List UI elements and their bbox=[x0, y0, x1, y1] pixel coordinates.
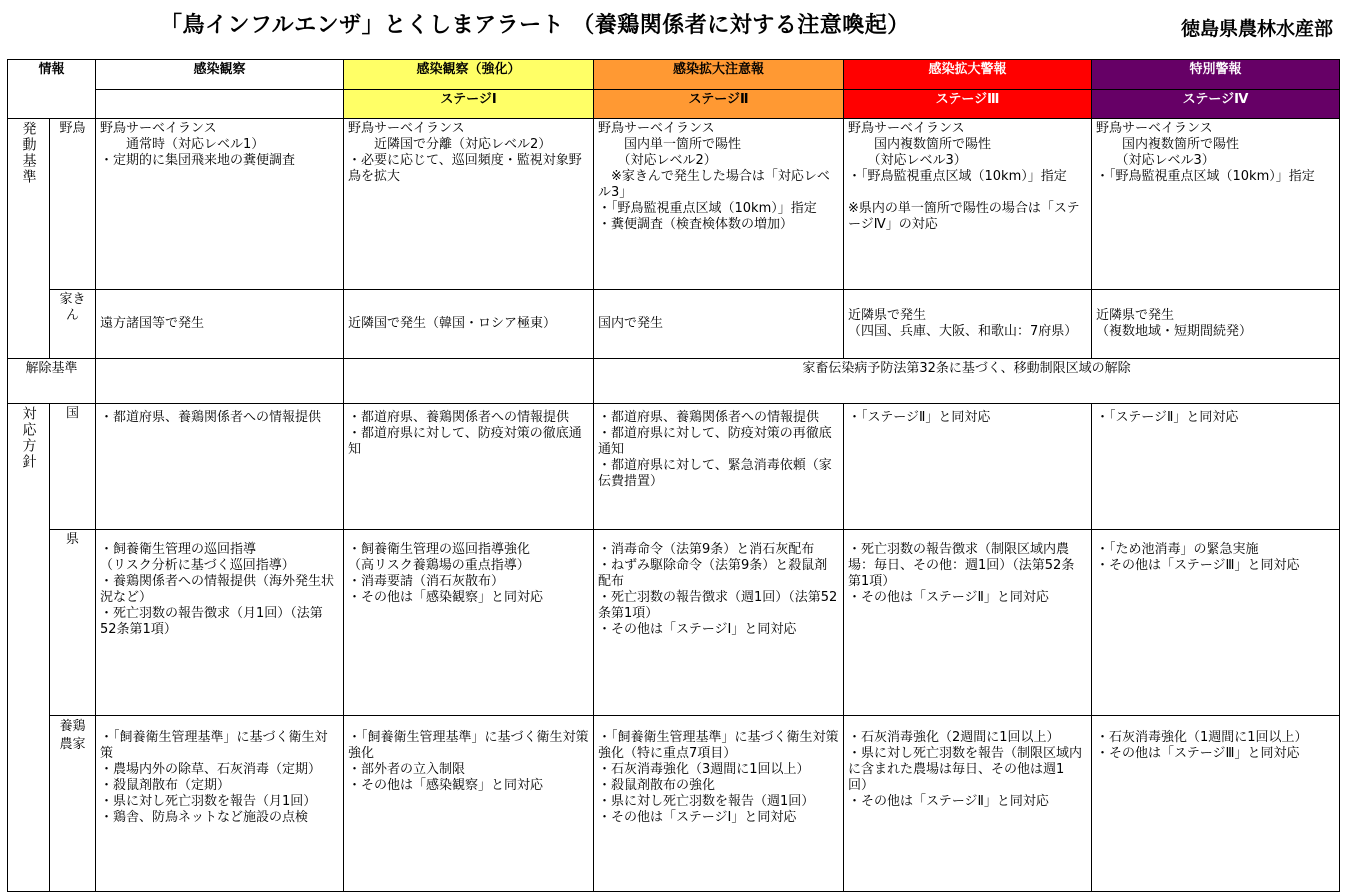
farmer-cell: ・「飼養衛生管理基準」に基づく衛生対策 ・農場内外の除草、石灰消毒（定期） ・殺鼠剤散布（定期） ・県に対し死亡羽数を報告（月1回） ・鶏舎、防鳥ネットなど施設の点検 bbox=[96, 716, 344, 892]
wild-bird-cell: 野鳥サーベイランス 通常時（対応レベル1） ・定期的に集団飛来地の糞便調査 bbox=[96, 119, 344, 290]
national-cell: ・「ステージⅡ」と同対応 bbox=[1092, 404, 1340, 530]
release-row bbox=[8, 359, 1340, 404]
wild-bird-cell: 野鳥サーベイランス 国内複数箇所で陽性 （対応レベル3） ・「野鳥監視重点区域（10km）」指定 bbox=[1092, 119, 1340, 290]
department-name: 徳島県農林水産部 bbox=[1180, 18, 1333, 40]
level-header-1: 感染観察 bbox=[96, 60, 344, 90]
level-header-5: 特別警報 bbox=[1092, 60, 1340, 90]
level-header-2: 感染観察（強化） bbox=[344, 60, 594, 90]
farmer-label: 養鶏農家 bbox=[50, 716, 96, 892]
poultry-cell: 国内で発生 bbox=[594, 290, 844, 359]
release-criteria-label: 解除基準 bbox=[8, 359, 96, 404]
prefecture-cell: ・死亡羽数の報告徴求（制限区域内農場：毎日、その他：週1回）（法第52条第1項） ・その他は「ステージⅡ」と同対応 bbox=[844, 530, 1092, 716]
stage-header-empty bbox=[96, 90, 344, 119]
level-header-3: 感染拡大注意報 bbox=[594, 60, 844, 90]
wild-bird-cell: 野鳥サーベイランス 国内複数箇所で陽性 （対応レベル3） ・「野鳥監視重点区域（10km）」指定 ※県内の単一箇所で陽性の場合は「ステージⅣ」の対応 bbox=[844, 119, 1092, 290]
farmer-row bbox=[8, 716, 1340, 892]
wild-bird-cell: 野鳥サーベイランス 近隣国で分離（対応レベル2） ・必要に応じて、巡回頻度・監視対象野鳥を拡大 bbox=[344, 119, 594, 290]
prefecture-cell: ・消毒命令（法第9条）と消石灰配布 ・ねずみ駆除命令（法第9条）と殺鼠剤配布 ・死亡羽数の報告徴求（週1回）（法第52条第1項） ・その他は「ステージⅠ」と同対応 bbox=[594, 530, 844, 716]
release-cell-empty bbox=[96, 359, 344, 404]
national-row bbox=[8, 404, 1340, 530]
prefecture-cell: ・「ため池消毒」の緊急実施 ・その他は「ステージⅢ」と同対応 bbox=[1092, 530, 1340, 716]
poultry-cell: 遠方諸国等で発生 bbox=[96, 290, 344, 359]
page-title: 「鳥インフルエンザ」とくしまアラート （養鶏関係者に対する注意喚起） bbox=[160, 13, 910, 38]
poultry-row bbox=[8, 290, 1340, 359]
level-header-4: 感染拡大警報 bbox=[844, 60, 1092, 90]
national-cell: ・「ステージⅡ」と同対応 bbox=[844, 404, 1092, 530]
farmer-cell: ・「飼養衛生管理基準」に基づく衛生対策強化（特に重点7項目） ・石灰消毒強化（3週間に1回以上） ・殺鼠剤散布の強化 ・県に対し死亡羽数を報告（週1回） ・その他は「ステージⅠ」と同対応 bbox=[594, 716, 844, 892]
header-row-levels bbox=[8, 60, 1340, 90]
national-cell: ・都道府県、養鶏関係者への情報提供 bbox=[96, 404, 344, 530]
national-cell: ・都道府県、養鶏関係者への情報提供 ・都道府県に対して、防疫対策の徹底通知 bbox=[344, 404, 594, 530]
farmer-cell: ・「飼養衛生管理基準」に基づく衛生対策強化 ・部外者の立入制限 ・その他は「感染観察」と同対応 bbox=[344, 716, 594, 892]
wild-bird-cell: 野鳥サーベイランス 国内単一箇所で陽性 （対応レベル2） ※家きんで発生した場合は「対応レベル3」 ・「野鳥監視重点区域（10km）」指定 ・糞便調査（検査検体数の増加） bbox=[594, 119, 844, 290]
header-row-stages bbox=[8, 90, 1340, 119]
poultry-cell: 近隣県で発生 （複数地域・短期間続発） bbox=[1092, 290, 1340, 359]
poultry-label: 家きん bbox=[50, 290, 96, 359]
farmer-cell: ・石灰消毒強化（1週間に1回以上） ・その他は「ステージⅢ」と同対応 bbox=[1092, 716, 1340, 892]
prefecture-row bbox=[8, 530, 1340, 716]
stage-header-1: ステージⅠ bbox=[344, 90, 594, 119]
prefecture-cell: ・飼養衛生管理の巡回指導強化 （高リスク養鶏場の重点指導） ・消毒要請（消石灰散布） ・その他は「感染観察」と同対応 bbox=[344, 530, 594, 716]
policy-label: 対応方針 bbox=[8, 404, 50, 892]
stage-header-4: ステージⅣ bbox=[1092, 90, 1340, 119]
poultry-cell: 近隣国で発生（韓国・ロシア極東） bbox=[344, 290, 594, 359]
alert-table bbox=[7, 59, 1340, 892]
trigger-criteria-label: 発動基準 bbox=[8, 119, 50, 359]
prefecture-cell: ・飼養衛生管理の巡回指導 （リスク分析に基づく巡回指導） ・養鶏関係者への情報提供（海外発生状況など） ・死亡羽数の報告徴求（月1回）（法第52条第1項） bbox=[96, 530, 344, 716]
wild-bird-row bbox=[8, 119, 1340, 290]
national-label: 国 bbox=[50, 404, 96, 530]
prefecture-label: 県 bbox=[50, 530, 96, 716]
national-cell: ・都道府県、養鶏関係者への情報提供 ・都道府県に対して、防疫対策の再徹底通知 ・都道府県に対して、緊急消毒依頼（家伝費措置） bbox=[594, 404, 844, 530]
info-header: 情報 bbox=[8, 60, 96, 119]
stage-header-3: ステージⅢ bbox=[844, 90, 1092, 119]
farmer-cell: ・石灰消毒強化（2週間に1回以上） ・県に対し死亡羽数を報告（制限区域内に含まれた農場は毎日、その他は週1回） ・その他は「ステージⅡ」と同対応 bbox=[844, 716, 1092, 892]
wild-bird-label: 野鳥 bbox=[50, 119, 96, 290]
release-criteria-text: 家畜伝染病予防法第32条に基づく、移動制限区域の解除 bbox=[594, 359, 1340, 404]
poultry-cell: 近隣県で発生 （四国、兵庫、大阪、和歌山：7府県） bbox=[844, 290, 1092, 359]
release-cell-empty bbox=[344, 359, 594, 404]
stage-header-2: ステージⅡ bbox=[594, 90, 844, 119]
